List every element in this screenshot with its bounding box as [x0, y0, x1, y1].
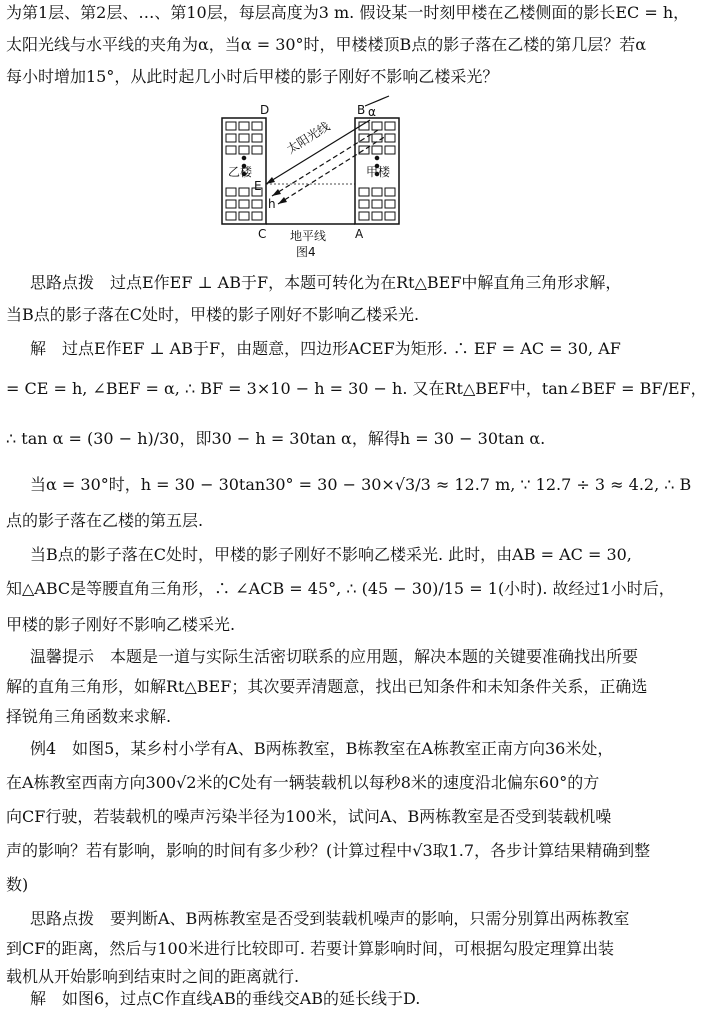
- figure-caption: 图4: [296, 245, 316, 259]
- example-4-line-4: 声的影响？若有影响，影响的时间有多少秒？(计算过程中√3取1.7，各步计算结果精确到整: [6, 841, 651, 860]
- solution-line-2: = CE = h, ∠BEF = α, ∴ BF = 3×10 − h = 30 − h. 又在Rt△BEF中，tan∠BEF = BF/EF，: [6, 379, 707, 398]
- left-building-label: 乙楼: [228, 165, 253, 179]
- hint-2-line-3: 载机从开始影响到结束时之间的距离就行.: [6, 967, 300, 986]
- solution-line-6: 当B点的影子落在C处时，甲楼的影子刚好不影响乙楼采光. 此时，由AB = AC = 30,: [30, 545, 632, 564]
- label-h: h: [268, 197, 276, 211]
- label-b: B: [357, 103, 366, 117]
- solution-line-7: 知△ABC是等腰直角三角形，∴ ∠ACB = 45°, ∴ (45 − 30)/15 = 1(小时). 故经过1小时后，: [6, 579, 675, 598]
- solution-line-1: 解 过点E作EF ⊥ AB于F，由题意，四边形ACEF为矩形. ∴ EF = AC = 30, AF: [30, 339, 621, 358]
- label-a: A: [355, 227, 364, 241]
- example-4-line-1: 例4 如图5，某乡村小学有A、B两栋教室，B栋教室在A栋教室正南方向36米处，: [30, 739, 614, 758]
- figure-4-diagram: [0, 100, 640, 270]
- problem-line-3: 每小时增加15°，从此时起几小时后甲楼的影子刚好不影响乙楼采光？: [6, 67, 499, 86]
- solution-line-5: 点的影子落在乙楼的第五层.: [6, 511, 204, 530]
- tip-line-1: 温馨提示 本题是一道与实际生活密切联系的应用题，解决本题的关键要准确找出所要: [30, 647, 639, 666]
- solution-line-4: 当α = 30°时，h = 30 − 30tan30° = 30 − 30×√3/3 ≈ 12.7 m, ∵ 12.7 ÷ 3 ≈ 4.2, ∴ B: [30, 475, 692, 494]
- hint-line-1: 思路点拨 过点E作EF ⊥ AB于F，本题可转化为在Rt△BEF中解直角三角形求解，: [30, 273, 622, 292]
- tip-line-3: 择锐角三角函数来求解.: [6, 707, 172, 726]
- label-e: E: [254, 179, 262, 193]
- hint-2-line-1: 思路点拨 要判断A、B两栋教室是否受到装载机噪声的影响，只需分别算出两栋教室: [30, 909, 630, 928]
- label-c: C: [258, 227, 267, 241]
- example-4-line-5: 数): [6, 875, 29, 894]
- hint-2-line-2: 到CF的距离，然后与100米进行比较即可. 若要计算影响时间，可根据勾股定理算出装: [6, 939, 615, 958]
- label-d: D: [260, 103, 270, 117]
- ground-label: 地平线: [290, 229, 327, 243]
- floor-dot: [375, 156, 379, 160]
- hint-line-2: 当B点的影子落在C处时，甲楼的影子刚好不影响乙楼采光.: [6, 305, 420, 324]
- example-4-line-3: 向CF行驶，若装载机的噪声污染半径为100米，试问A、B两栋教室是否受到装载机噪: [6, 807, 612, 826]
- right-building-label: 甲楼: [366, 165, 391, 179]
- problem-line-1: 为第1层、第2层、…、第10层，每层高度为3 m. 假设某一时刻甲楼在乙楼侧面的影长EC = h，: [6, 3, 690, 22]
- solution-2-line-1: 解 如图6，过点C作直线AB的垂线交AB的延长线于D.: [30, 989, 421, 1008]
- floor-dot: [242, 156, 246, 160]
- solution-line-8: 甲楼的影子刚好不影响乙楼采光.: [6, 615, 236, 634]
- solution-line-3: ∴ tan α = (30 − h)/30，即30 − h = 30tan α，解得h = 30 − 30tan α.: [6, 429, 546, 448]
- example-4-line-2: 在A栋教室西南方向300√2米的C处有一辆装载机以每秒8米的速度沿北偏东60°的方: [6, 773, 600, 792]
- sun-ray-label: 太阳光线: [284, 119, 333, 157]
- label-alpha: α: [368, 105, 376, 119]
- problem-line-2: 太阳光线与水平线的夹角为α，当α = 30°时，甲楼楼顶B点的影子落在乙楼的第几层？若α: [6, 35, 647, 54]
- tip-line-2: 解的直角三角形，如解Rt△BEF；其次要弄清题意，找出已知条件和未知条件关系，正确选: [6, 677, 648, 696]
